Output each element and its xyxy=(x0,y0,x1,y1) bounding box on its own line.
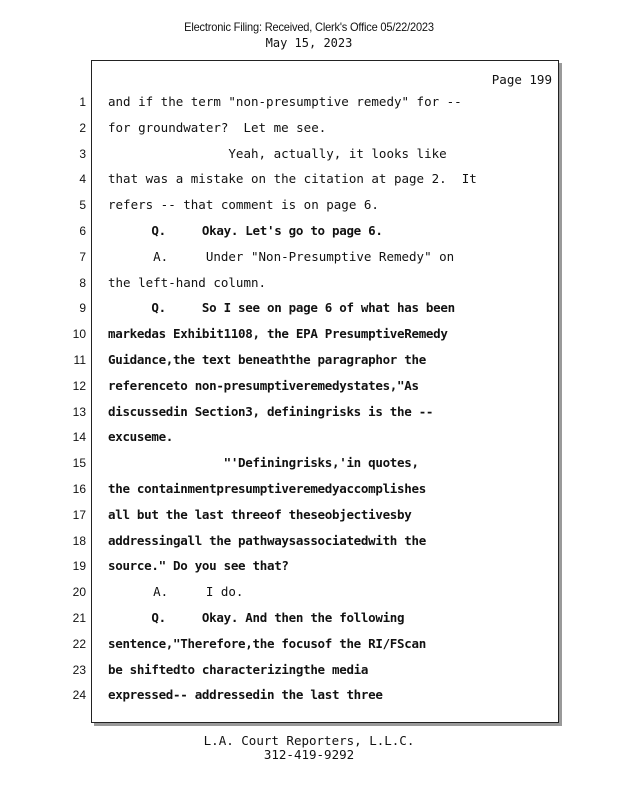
line-number: 18 xyxy=(72,533,86,548)
transcript-line: for groundwater? Let me see. xyxy=(108,119,327,135)
transcript-line: be shiftedto characterizingthe media xyxy=(108,661,369,677)
transcript-line: discussedin Section3, definingrisks is the -- xyxy=(108,403,434,419)
transcript-line: refers -- that comment is on page 6. xyxy=(108,197,379,213)
line-number: 21 xyxy=(72,611,86,625)
line-number: 9 xyxy=(79,301,86,316)
line-number: 5 xyxy=(79,198,86,213)
reporter-company: L.A. Court Reporters, L.L.C. xyxy=(203,733,415,748)
transcript-line: expressed-- addressedin the last three xyxy=(108,687,383,703)
line-number: 17 xyxy=(72,507,86,522)
line-number: 14 xyxy=(72,430,86,445)
line-number: 13 xyxy=(72,404,86,419)
line-number: 6 xyxy=(79,224,86,238)
line-number: 16 xyxy=(72,482,86,496)
transcript-line: sentence,"Therefore,the focusof the RI/FScan xyxy=(108,635,426,651)
line-number: 3 xyxy=(79,146,86,161)
line-number: 24 xyxy=(72,688,86,703)
transcript-date: May 15, 2023 xyxy=(265,36,353,50)
transcript-line: "'Definingrisks,'in quotes, xyxy=(108,455,419,471)
transcript-line: A. I do. xyxy=(108,584,244,600)
filing-stamp: Electronic Filing: Received, Clerk's Office 05/22/2023 xyxy=(184,20,434,34)
transcript-line: A. Under "Non-Presumptive Remedy" on xyxy=(108,248,455,264)
transcript-line: Yeah, actually, it looks like xyxy=(108,145,447,161)
transcript-line: referenceto non-presumptiveremedystates,"As xyxy=(108,377,419,393)
line-number: 8 xyxy=(79,275,86,290)
transcript-line: source." Do you see that? xyxy=(108,558,289,574)
line-number: 1 xyxy=(79,95,86,109)
transcript-line: Q. So I see on page 6 of what has been xyxy=(108,300,455,316)
line-number: 15 xyxy=(72,456,86,471)
transcript-line: all but the last threeof theseobjectivesby xyxy=(108,506,412,522)
reporter-phone: 312-419-9292 xyxy=(263,747,355,762)
transcript-line: Guidance,the text beneaththe paragraphor the xyxy=(108,352,426,367)
line-number: 23 xyxy=(72,662,86,677)
line-number: 4 xyxy=(79,172,86,187)
line-number: 12 xyxy=(72,378,86,393)
transcript-line: the left-hand column. xyxy=(108,274,267,290)
line-number: 11 xyxy=(73,353,86,367)
line-number: 20 xyxy=(72,585,86,600)
page-number: Page 199 xyxy=(491,72,552,87)
transcript-line: Q. Okay. And then the following xyxy=(108,610,405,625)
line-number: 2 xyxy=(79,120,86,135)
line-number: 22 xyxy=(72,636,86,651)
transcript-line: excuseme. xyxy=(108,429,174,445)
line-number: 7 xyxy=(79,249,86,264)
transcript-line: Q. Okay. Let's go to page 6. xyxy=(108,223,383,238)
transcript-line: the containmentpresumptiveremedyaccomplishes xyxy=(108,481,426,496)
transcript-line: that was a mistake on the citation at page 2. It xyxy=(108,171,477,187)
line-number: 19 xyxy=(72,559,86,574)
transcript-line: addressingall the pathwaysassociatedwith the xyxy=(108,532,426,548)
transcript-line: and if the term "non-presumptive remedy" for -- xyxy=(108,94,462,109)
line-number: 10 xyxy=(72,327,86,342)
transcript-line: markedas Exhibit1108, the EPA PresumptiveRemedy xyxy=(108,326,448,342)
